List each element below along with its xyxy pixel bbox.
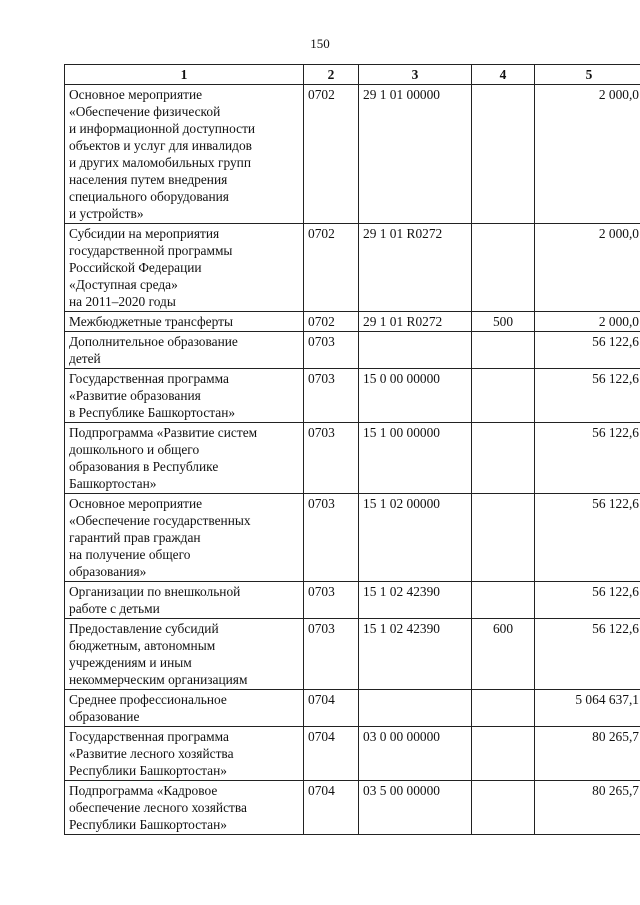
row-amount: 2 000,0 bbox=[535, 312, 640, 332]
row-name-cell: Организации по внешкольной работе с детьми bbox=[65, 582, 304, 619]
row-section-code: 0702 bbox=[304, 224, 359, 312]
row-amount: 80 265,7 bbox=[535, 781, 640, 835]
table-row bbox=[65, 781, 640, 835]
row-name-cell: Основное мероприятие «Обеспечение физической и информационной доступности объектов и услуг для инвалидов и других маломобильных групп населения путем внедрения специального оборудования и устройств» bbox=[65, 85, 304, 224]
table-row bbox=[65, 423, 640, 494]
row-name-cell: Дополнительное образование детей bbox=[65, 332, 304, 369]
row-amount: 80 265,7 bbox=[535, 727, 640, 781]
row-name-cell: Основное мероприятие «Обеспечение государственных гарантий прав граждан на получение общего образования» bbox=[65, 494, 304, 582]
table-row bbox=[65, 619, 640, 690]
row-name-cell: Предоставление субсидий бюджетным, автономным учреждениям и иным некоммерческим организациям bbox=[65, 619, 304, 690]
row-section-code: 0703 bbox=[304, 423, 359, 494]
row-target-code bbox=[359, 332, 472, 369]
row-expense-type bbox=[472, 582, 535, 619]
row-target-code: 29 1 01 R0272 bbox=[359, 312, 472, 332]
row-expense-type bbox=[472, 423, 535, 494]
row-amount: 5 064 637,1 bbox=[535, 690, 640, 727]
row-target-code: 03 0 00 00000 bbox=[359, 727, 472, 781]
table-row bbox=[65, 727, 640, 781]
row-amount: 56 122,6 bbox=[535, 582, 640, 619]
row-section-code: 0702 bbox=[304, 312, 359, 332]
row-target-code bbox=[359, 690, 472, 727]
header-col-4: 4 bbox=[472, 65, 535, 85]
row-section-code: 0704 bbox=[304, 781, 359, 835]
row-amount: 56 122,6 bbox=[535, 332, 640, 369]
header-col-2: 2 bbox=[304, 65, 359, 85]
row-expense-type bbox=[472, 224, 535, 312]
row-target-code: 15 1 00 00000 bbox=[359, 423, 472, 494]
row-section-code: 0704 bbox=[304, 690, 359, 727]
row-amount: 56 122,6 bbox=[535, 369, 640, 423]
header-col-3: 3 bbox=[359, 65, 472, 85]
table-row bbox=[65, 85, 640, 224]
row-amount: 56 122,6 bbox=[535, 423, 640, 494]
row-target-code: 29 1 01 00000 bbox=[359, 85, 472, 224]
row-section-code: 0703 bbox=[304, 494, 359, 582]
row-expense-type bbox=[472, 690, 535, 727]
row-target-code: 15 1 02 00000 bbox=[359, 494, 472, 582]
row-amount: 2 000,0 bbox=[535, 224, 640, 312]
row-expense-type: 600 bbox=[472, 619, 535, 690]
row-name-cell: Государственная программа «Развитие образования в Республике Башкортостан» bbox=[65, 369, 304, 423]
row-name-cell: Межбюджетные трансферты bbox=[65, 312, 304, 332]
row-expense-type bbox=[472, 85, 535, 224]
row-section-code: 0702 bbox=[304, 85, 359, 224]
table-row bbox=[65, 224, 640, 312]
table-row bbox=[65, 312, 640, 332]
row-name-cell: Государственная программа «Развитие лесного хозяйства Республики Башкортостан» bbox=[65, 727, 304, 781]
row-section-code: 0703 bbox=[304, 619, 359, 690]
table-row bbox=[65, 582, 640, 619]
row-expense-type bbox=[472, 369, 535, 423]
row-target-code: 15 1 02 42390 bbox=[359, 582, 472, 619]
table-row bbox=[65, 494, 640, 582]
row-target-code: 15 1 02 42390 bbox=[359, 619, 472, 690]
row-name-cell: Подпрограмма «Развитие систем дошкольного и общего образования в Республике Башкортостан» bbox=[65, 423, 304, 494]
row-expense-type bbox=[472, 781, 535, 835]
row-name-cell: Среднее профессиональное образование bbox=[65, 690, 304, 727]
row-target-code: 03 5 00 00000 bbox=[359, 781, 472, 835]
row-expense-type: 500 bbox=[472, 312, 535, 332]
row-section-code: 0703 bbox=[304, 582, 359, 619]
row-section-code: 0704 bbox=[304, 727, 359, 781]
row-target-code: 29 1 01 R0272 bbox=[359, 224, 472, 312]
row-section-code: 0703 bbox=[304, 332, 359, 369]
table-row bbox=[65, 369, 640, 423]
row-amount: 56 122,6 bbox=[535, 619, 640, 690]
row-expense-type bbox=[472, 332, 535, 369]
row-expense-type bbox=[472, 494, 535, 582]
row-section-code: 0703 bbox=[304, 369, 359, 423]
row-expense-type bbox=[472, 727, 535, 781]
table-header-row bbox=[65, 65, 640, 85]
header-col-5: 5 bbox=[535, 65, 640, 85]
row-name-cell: Субсидии на мероприятия государственной программы Российской Федерации «Доступная среда» на 2011–2020 годы bbox=[65, 224, 304, 312]
table-row bbox=[65, 332, 640, 369]
row-amount: 2 000,0 bbox=[535, 85, 640, 224]
row-amount: 56 122,6 bbox=[535, 494, 640, 582]
budget-table bbox=[64, 64, 640, 835]
page-number: 150 bbox=[310, 36, 330, 51]
row-name-cell: Подпрограмма «Кадровое обеспечение лесного хозяйства Республики Башкортостан» bbox=[65, 781, 304, 835]
header-col-1: 1 bbox=[65, 65, 304, 85]
row-target-code: 15 0 00 00000 bbox=[359, 369, 472, 423]
table-row bbox=[65, 690, 640, 727]
